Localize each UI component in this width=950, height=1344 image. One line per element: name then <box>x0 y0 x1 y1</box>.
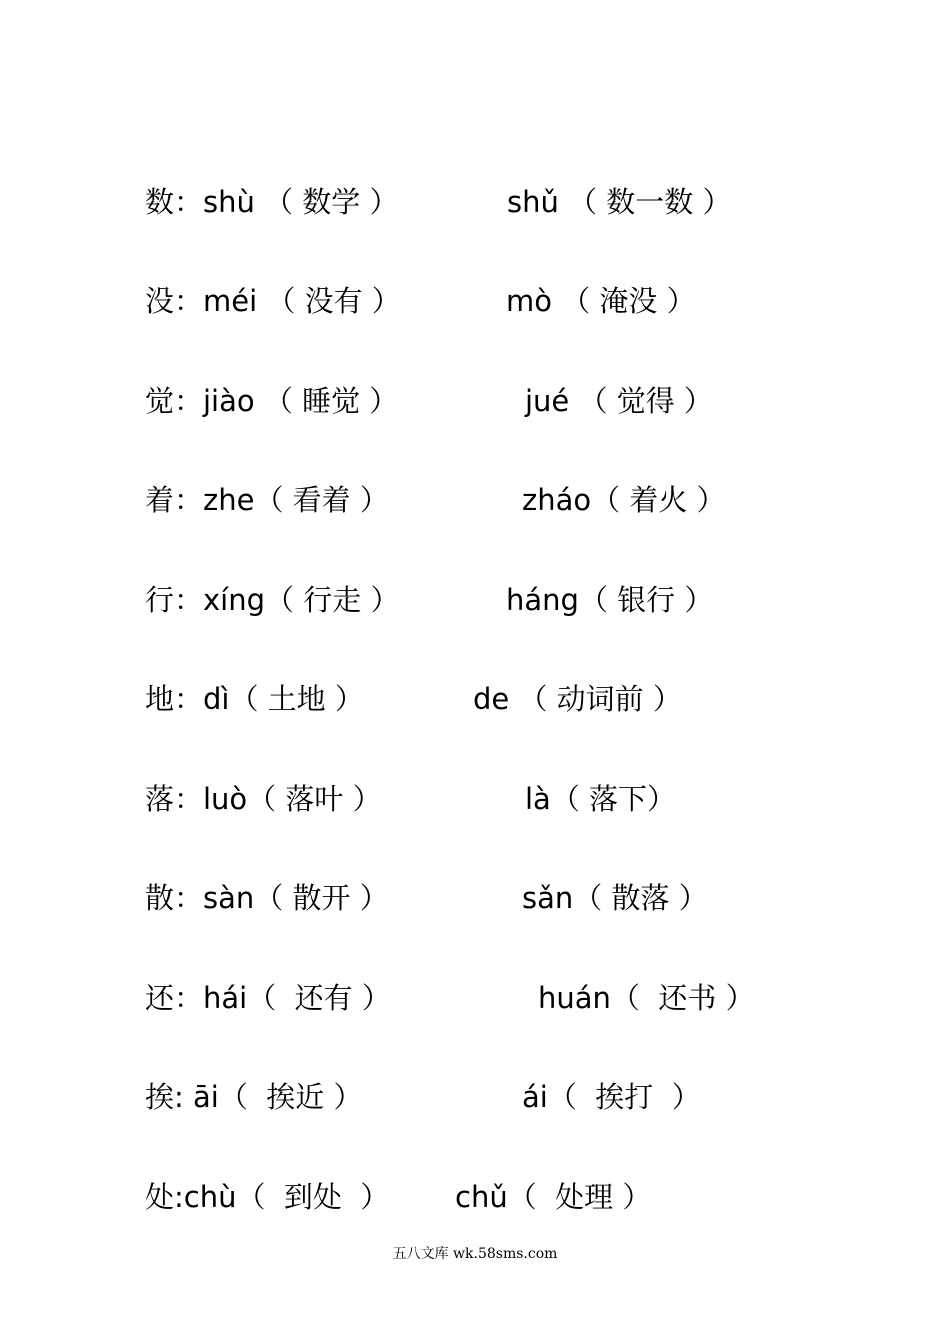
row-left-entry: 没：méi （ 没有 ） <box>145 284 401 318</box>
polyphone-row-di <box>145 679 682 719</box>
polyphone-row-san <box>145 878 708 918</box>
footer-source-text: 五八文库 wk.58sms.com <box>392 1246 558 1262</box>
polyphone-row-mei <box>145 281 696 321</box>
polyphone-row-zhe <box>145 480 726 520</box>
polyphone-row-luo <box>145 779 677 819</box>
row-left-entry: 处:chù（ 到处 ） <box>145 1180 390 1214</box>
row-right-entry: shǔ （ 数一数 ） <box>507 185 732 219</box>
row-left-entry: 落：luò（ 落叶 ） <box>145 782 382 816</box>
polyphone-row-chu <box>145 1177 652 1217</box>
row-right-entry: mò （ 淹没 ） <box>506 284 696 318</box>
row-left-entry: 觉：jiào （ 睡觉 ） <box>145 384 399 418</box>
row-left-entry: 着：zhe（ 看着 ） <box>145 483 389 517</box>
polyphone-row-shu <box>145 182 732 222</box>
row-right-entry: huán（ 还书 ） <box>538 981 755 1015</box>
row-left-entry: 挨: āi（ 挨近 ） <box>145 1080 363 1114</box>
row-left-entry: 数：shù （ 数学 ） <box>145 185 399 219</box>
row-left-entry: 地：dì（ 土地 ） <box>145 682 364 716</box>
polyphone-row-hai <box>145 978 755 1018</box>
polyphone-row-xing <box>145 580 714 620</box>
row-right-entry: zháo（ 着火 ） <box>522 483 726 517</box>
row-left-entry: 散：sàn（ 散开 ） <box>145 881 389 915</box>
row-right-entry: de （ 动词前 ） <box>473 682 682 716</box>
row-left-entry: 行：xíng（ 行走 ） <box>145 583 400 617</box>
row-right-entry: sǎn（ 散落 ） <box>522 881 708 915</box>
row-right-entry: ái（ 挨打 ） <box>522 1080 701 1114</box>
row-right-entry: háng（ 银行 ） <box>506 583 714 617</box>
row-left-entry: 还：hái（ 还有 ） <box>145 981 391 1015</box>
polyphone-row-jiao <box>145 381 713 421</box>
row-right-entry: là（ 落下） <box>525 782 677 816</box>
row-right-entry: jué （ 觉得 ） <box>525 384 713 418</box>
row-right-entry: chǔ（ 处理 ） <box>455 1180 652 1214</box>
polyphone-row-ai <box>145 1077 701 1117</box>
